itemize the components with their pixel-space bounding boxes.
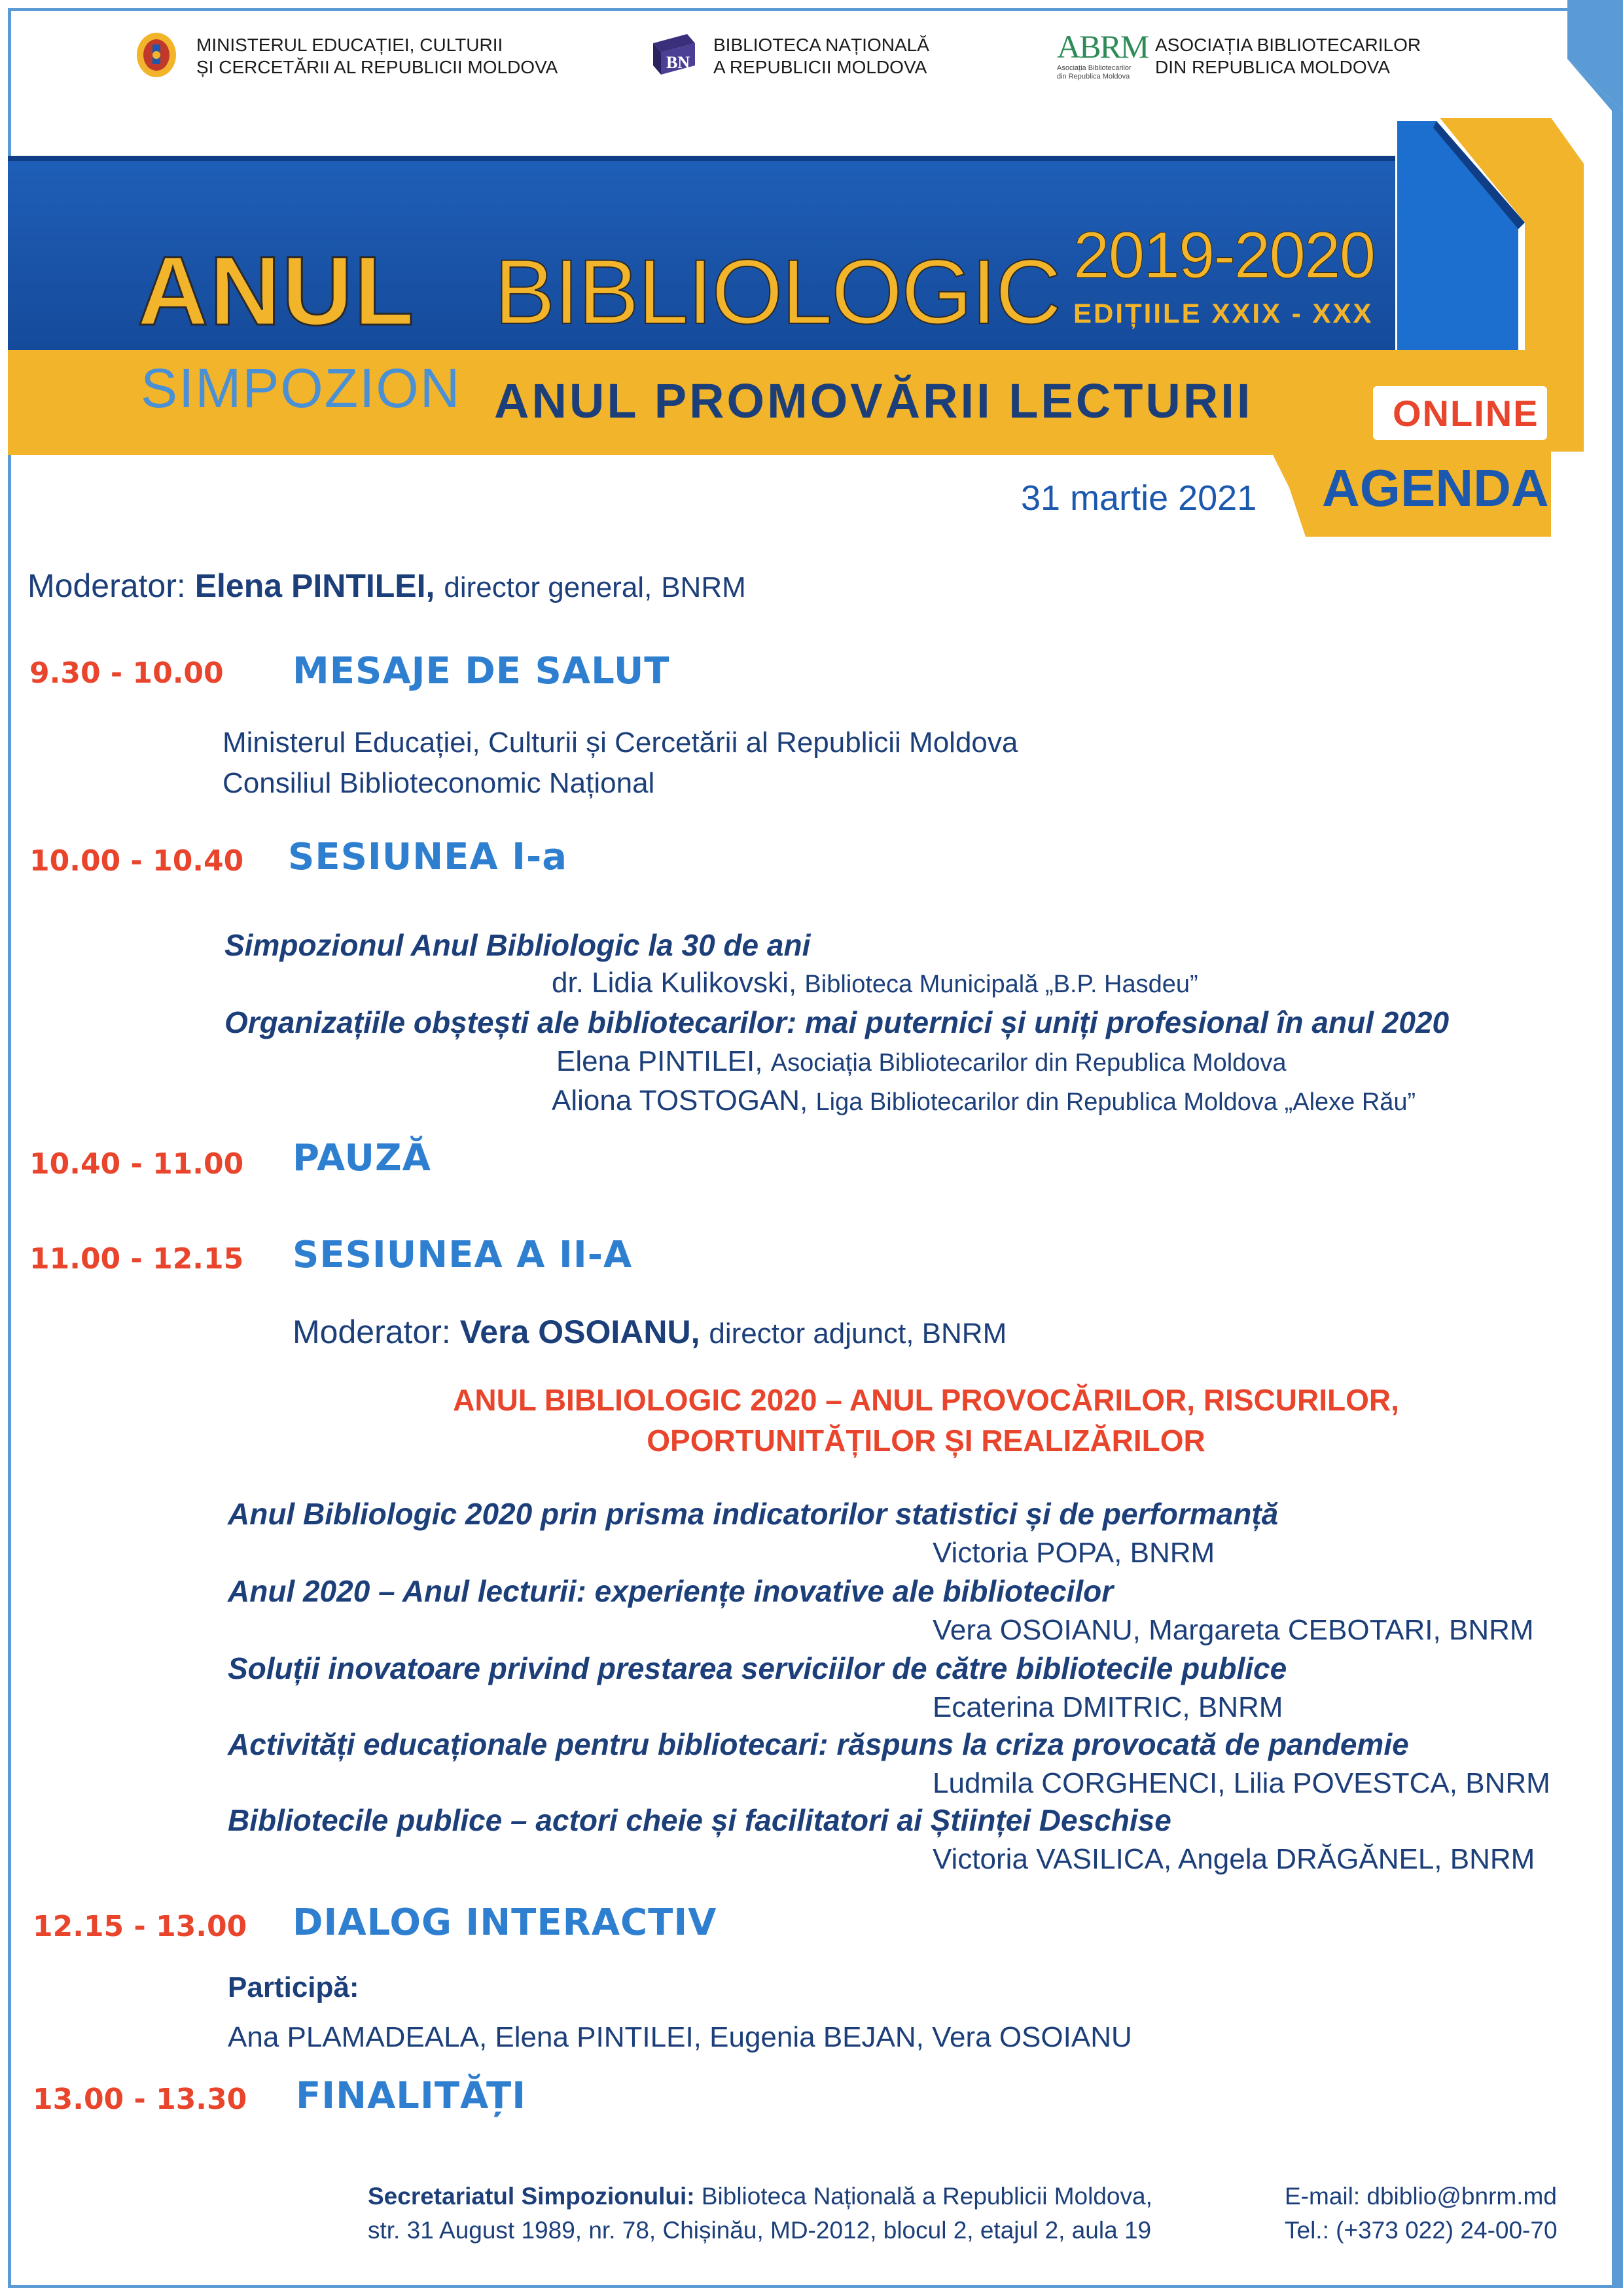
participants-list: Ana PLAMADEALA, Elena PINTILEI, Eugenia BEJAN, Vera OSOIANU [228,2021,1132,2053]
national-library-name: BIBLIOTECA NAȚIONALĂ A REPUBLICII MOLDOVA [713,35,929,77]
session-heading: ANUL BIBLIOLOGIC 2020 – ANUL PROVOCĂRILOR, RISCURILOR, [453,1383,1399,1417]
talk-speaker: Aliona TOSTOGAN, Liga Bibliotecarilor din Republica Moldova „Alexe Rău” [552,1085,1416,1117]
time-slot: 10.40 - 11.00 [29,1147,244,1181]
svg-text:BN: BN [666,53,690,72]
abrm-logo: ABRM Asociația Bibliotecarilor din Republica Moldova [1057,28,1149,81]
abrm-name: ASOCIAȚIA BIBLIOTECARILOR DIN REPUBLICA MOLDOVA [1155,35,1421,77]
talk-speaker: Ludmila CORGHENCI, Lilia POVESTCA, BNRM [933,1767,1550,1799]
talk-speaker: Vera OSOIANU, Margareta CEBOTARI, BNRM [933,1614,1534,1646]
banner-editii: EDIȚIILE XXIX - XXX [1073,298,1374,329]
greeting-line: Ministerul Educației, Culturii și Cercetării al Republicii Moldova [223,726,1018,759]
banner-years: 2019-2020 [1073,219,1375,292]
time-slot: 9.30 - 10.00 [29,656,224,690]
ministry-emblem [135,31,177,82]
section-title: PAUZĂ [293,1137,431,1179]
talk-title: Anul Bibliologic 2020 prin prisma indicatorilor statistici și de performanță [228,1497,1279,1531]
banner-bibliologic: BIBLIOLOGIC [494,240,1060,343]
section-title: FINALITĂȚI [296,2075,527,2117]
agenda-title: AGENDA [1322,459,1549,517]
section-title: MESAJE DE SALUT [293,650,670,692]
talk-title: Simpozionul Anul Bibliologic la 30 de ani [224,928,811,962]
section-title: SESIUNEA I-a [288,836,568,878]
banner-theme: ANUL PROMOVĂRII LECTURII [494,374,1253,428]
banner-simpozion: SIMPOZION [141,357,461,419]
time-slot: 13.00 - 13.30 [33,2083,247,2116]
moderator-general: Moderator: Elena PINTILEI, director general, BNRM [27,567,746,604]
talk-speaker: dr. Lidia Kulikovski, Biblioteca Municipală „B.P. Hasdeu” [552,967,1198,999]
event-date: 31 martie 2021 [1021,478,1257,518]
session-heading: OPORTUNITĂȚILOR ȘI REALIZĂRILOR [647,1424,1205,1458]
talk-speaker: Elena PINTILEI, Asociația Bibliotecarilor din Republica Moldova [556,1045,1287,1077]
participants-label: Participă: [228,1971,359,2003]
talk-speaker: Victoria VASILICA, Angela DRĂGĂNEL, BNRM [933,1843,1535,1875]
talk-title: Anul 2020 – Anul lecturii: experiențe inovative ale bibliotecilor [228,1574,1114,1608]
national-library-logo [648,31,700,82]
greeting-line: Consiliul Biblioteconomic Național [223,767,655,799]
ministry-name: MINISTERUL EDUCAȚIEI, CULTURII ȘI CERCETĂRII AL REPUBLICII MOLDOVA [196,35,558,77]
talk-title: Activități educaționale pentru bibliotecari: răspuns la criza provocată de pandemie [228,1727,1409,1761]
time-slot: 11.00 - 12.15 [29,1242,244,1276]
talk-speaker: Victoria POPA, BNRM [933,1537,1215,1569]
talk-title: Organizațiile obștești ale bibliotecarilor: mai puternici și uniți profesional în anul 2020 [224,1005,1450,1039]
section-title: SESIUNEA A II-A [293,1234,633,1276]
banner-anul: ANUL [137,236,416,346]
talk-title: Soluții inovatoare privind prestarea serviciilor de către bibliotecile publice [228,1651,1287,1685]
talk-title: Bibliotecile publice – actori cheie și facilitatori ai Științei Deschise [228,1803,1171,1837]
moderator-session: Moderator: Vera OSOIANU, director adjunct, BNRM [293,1314,1007,1350]
time-slot: 12.15 - 13.00 [33,1910,247,1943]
footer-contact: E-mail: dbiblio@bnrm.md Tel.: (+373 022) 24-00-70 [1285,2183,1558,2244]
talk-speaker: Ecaterina DMITRIC, BNRM [933,1691,1283,1723]
footer-secretariat: Secretariatul Simpozionului: Biblioteca Națională a Republicii Moldova, str. 31 August 1989, nr. 78, Chișinău, MD-2012, blocul 2, etajul 2, aula 19 [368,2183,1152,2244]
banner-top-strip [8,156,1395,161]
online-label: ONLINE [1393,393,1539,434]
section-title: DIALOG INTERACTIV [293,1901,717,1944]
time-slot: 10.00 - 10.40 [29,844,244,878]
